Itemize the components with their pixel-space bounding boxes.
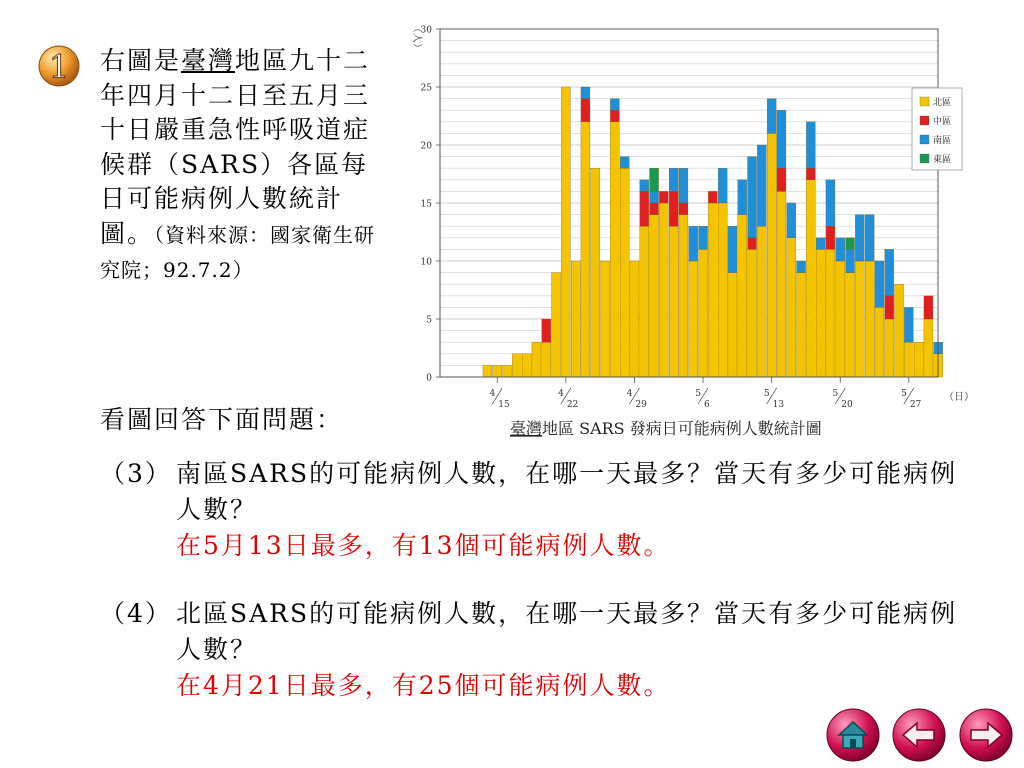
bar-segment (826, 180, 835, 226)
legend-label: 東區 (933, 155, 952, 165)
bar-segment (650, 203, 659, 215)
bar-segment (855, 215, 864, 261)
bar-segment (610, 99, 619, 111)
bar-segment (522, 354, 531, 377)
x-tick-day: 27 (909, 400, 922, 410)
x-axis-ticks (490, 377, 922, 410)
bar-segment (650, 191, 659, 203)
bar-segment (689, 261, 698, 377)
bar-segment (924, 296, 933, 319)
bar-segment (797, 261, 806, 273)
y-tick-label: 15 (420, 199, 432, 210)
bar-segment (865, 215, 874, 261)
x-tick-month: 5 (832, 389, 839, 399)
x-tick-month: 5 (901, 389, 907, 399)
bar-segment (561, 87, 570, 377)
question-number: （3） (100, 459, 172, 488)
bar-segment (699, 226, 708, 249)
bar-segment (650, 215, 659, 377)
bar-segment (581, 99, 590, 122)
sars-bar-chart (400, 20, 974, 440)
bar-segment (816, 238, 825, 250)
bar-segment (846, 249, 855, 272)
bar-segment (885, 296, 894, 319)
bar-segment (679, 203, 688, 215)
bar-segment (512, 354, 521, 377)
bar-segment (836, 261, 845, 377)
bar-segment (846, 238, 855, 250)
bar-segment (483, 365, 492, 377)
intro-source: （資料來源：國家衛生研究院；92.7.2） (100, 222, 376, 282)
bar-segment (748, 238, 757, 250)
chart-title (510, 419, 822, 438)
bar-segment (767, 133, 776, 377)
legend-label: 北區 (933, 98, 952, 108)
intro-place: 臺灣 (181, 46, 236, 75)
bar-segment (748, 249, 757, 377)
chart-title-rest: 地區 SARS 發病日可能病例人數統計圖 (542, 419, 822, 438)
question-text: 北區SARS的可能病例人數，在哪一天最多？當天有多少可能病例人數？ (176, 599, 958, 664)
bar-segment (679, 168, 688, 203)
y-tick-label: 20 (420, 141, 432, 152)
bar-segment (718, 203, 727, 377)
y-tick-label: 30 (420, 25, 432, 36)
bar-segment (885, 249, 894, 295)
bar-segment (581, 122, 590, 377)
x-tick-day: 22 (566, 400, 579, 410)
bar-segment (640, 191, 649, 226)
question-text: 南區SARS的可能病例人數，在哪一天最多？當天有多少可能病例人數？ (176, 459, 958, 524)
y-tick-label: 0 (426, 373, 432, 384)
bar-segment (777, 191, 786, 377)
bar-segment (659, 191, 668, 203)
intro-pre: 右圖是 (100, 46, 182, 75)
y-axis-ticks (421, 26, 440, 384)
x-tick-day: 20 (841, 400, 853, 410)
legend-swatch (920, 135, 929, 144)
bar-segment (493, 365, 502, 377)
bar-segment (806, 122, 815, 168)
bar-segment (542, 342, 551, 377)
chart-bars (483, 87, 943, 377)
legend-swatch (920, 154, 929, 163)
bar-segment (581, 87, 590, 99)
bar-segment (826, 249, 835, 377)
bar-segment (679, 215, 688, 377)
bar-segment (904, 307, 913, 342)
bar-segment (787, 203, 796, 238)
bar-segment (806, 168, 815, 180)
x-tick-day: 13 (772, 400, 785, 410)
legend-swatch (920, 116, 929, 125)
question-number: （4） (100, 599, 172, 628)
bar-segment (708, 203, 717, 377)
bar-segment (610, 122, 619, 377)
y-axis-label: （人） (411, 23, 422, 53)
bar-segment (552, 273, 561, 377)
bar-segment (816, 249, 825, 377)
bar-segment (503, 365, 512, 377)
bar-segment (875, 261, 884, 307)
bar-segment (777, 110, 786, 168)
chart-title-place: 臺灣 (510, 419, 543, 438)
bar-segment (787, 238, 796, 377)
bar-segment (826, 226, 835, 249)
x-tick-month: 4 (626, 389, 633, 399)
bar-segment (904, 342, 913, 377)
bar-segment (532, 342, 541, 377)
y-tick-label: 5 (426, 315, 432, 326)
bar-segment (865, 261, 874, 377)
bar-segment (669, 191, 678, 226)
bar-segment (924, 319, 933, 377)
bar-segment (885, 319, 894, 377)
next-button[interactable] (958, 707, 1014, 763)
bar-segment (630, 261, 639, 377)
bar-segment (601, 261, 610, 377)
bar-segment (620, 157, 629, 169)
answer-text: 在5月13日最多，有13個可能病例人數。 (176, 531, 671, 560)
y-tick-label: 10 (420, 257, 432, 268)
bar-segment (895, 284, 904, 377)
bar-segment (875, 307, 884, 377)
bar-segment (738, 180, 747, 215)
x-tick-month: 5 (763, 389, 770, 399)
bar-segment (806, 180, 815, 377)
x-tick-day: 29 (635, 400, 647, 410)
bar-segment (728, 226, 737, 272)
bar-segment (738, 215, 747, 377)
bar-segment (699, 249, 708, 377)
question-header: 看圖回答下面問題： (100, 405, 344, 434)
legend-swatch (920, 97, 929, 106)
bar-segment (757, 145, 766, 226)
number-badge (36, 42, 82, 88)
bar-segment (718, 168, 727, 203)
bar-segment (914, 342, 923, 377)
bar-segment (836, 238, 845, 261)
answer-text: 在4月21日最多，有25個可能病例人數。 (176, 671, 671, 700)
x-tick-month: 4 (558, 389, 564, 399)
bar-segment (610, 110, 619, 122)
bar-segment (748, 157, 757, 238)
bar-segment (650, 168, 659, 191)
bar-segment (846, 273, 855, 377)
bar-segment (640, 180, 649, 192)
x-tick-day: 6 (704, 400, 710, 410)
bar-segment (669, 168, 678, 191)
bar-segment (797, 273, 806, 377)
home-button[interactable] (825, 707, 881, 763)
intro-paragraph (100, 44, 380, 288)
bar-segment (620, 168, 629, 377)
bar-segment (542, 319, 551, 342)
bar-segment (591, 168, 600, 377)
bar-segment (669, 226, 678, 377)
legend-label: 南區 (933, 136, 952, 146)
bar-segment (757, 226, 766, 377)
bar-segment (708, 191, 717, 203)
bar-segment (767, 99, 776, 134)
bar-segment (855, 261, 864, 377)
bar-segment (689, 226, 698, 261)
bar-segment (728, 273, 737, 377)
question-3 (100, 456, 970, 564)
legend-label: 中區 (933, 117, 952, 127)
chart-legend (912, 88, 962, 170)
bar-segment (640, 226, 649, 377)
intro-mid: 地區九十二年四月十二日至五月三十日嚴重急性呼吸道症候群（SARS）各區每日可能病例人數統計圖。 (100, 46, 371, 248)
bar-segment (659, 203, 668, 377)
question-4 (100, 596, 970, 704)
previous-button[interactable] (891, 707, 947, 763)
bar-segment (571, 261, 580, 377)
badge-number: 1 (48, 48, 70, 86)
x-tick-month: 4 (489, 389, 496, 399)
x-axis-label: （日） (944, 392, 974, 403)
x-tick-day: 15 (498, 400, 510, 410)
bar-segment (777, 168, 786, 191)
x-tick-month: 5 (695, 389, 702, 399)
y-tick-label: 25 (420, 83, 432, 94)
